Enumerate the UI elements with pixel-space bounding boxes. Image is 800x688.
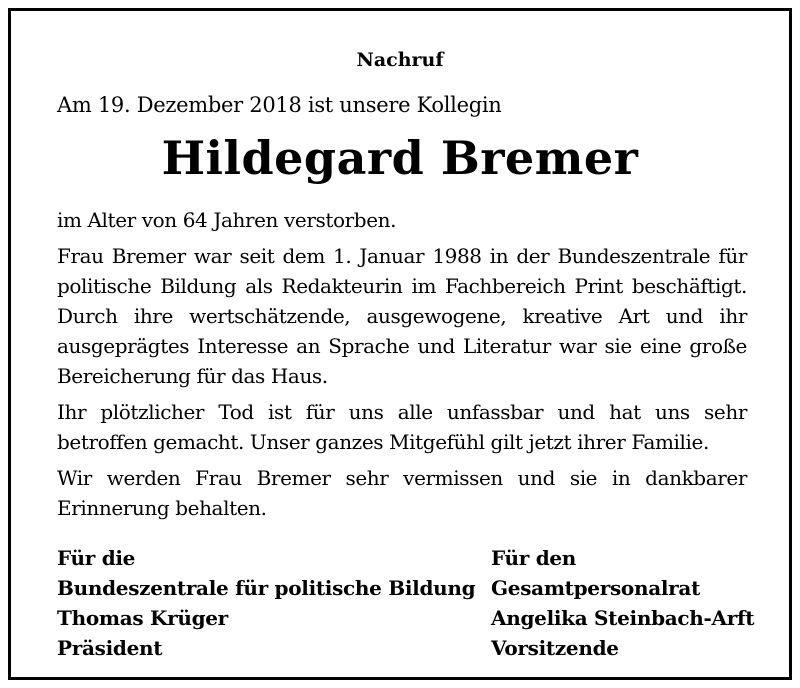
signature-left-for: Für die xyxy=(57,546,136,570)
signature-left-name: Thomas Krüger xyxy=(57,606,228,630)
signature-block-left xyxy=(57,543,475,663)
paragraph-age: im Alter von 64 Jahren verstorben. xyxy=(57,208,397,232)
paragraph-condolence: Ihr plötzlicher Tod ist für uns alle unfassbar und hat uns sehr betroffen gemacht. Unser ganzes Mitgefühl gilt jetzt ihrer Familie. xyxy=(57,400,747,454)
deceased-name: Hildegard Bremer xyxy=(161,131,639,185)
signature-right-organization: Gesamtpersonalrat xyxy=(491,576,701,600)
obituary-frame xyxy=(8,8,792,680)
signature-right-for: Für den xyxy=(491,546,577,570)
paragraph-remembrance: Wir werden Frau Bremer sehr vermissen und sie in dankbarer Erinnerung behalten. xyxy=(57,466,747,520)
signature-right-role: Vorsitzende xyxy=(491,636,619,660)
signature-left-role: Präsident xyxy=(57,636,163,660)
notice-heading: Nachruf xyxy=(356,49,444,71)
signature-block-right xyxy=(491,543,754,663)
signature-left-organization: Bundeszentrale für politische Bildung xyxy=(57,576,476,600)
paragraph-career: Frau Bremer war seit dem 1. Januar 1988 in der Bundeszentrale für politische Bildung als Redakteurin im Fachbereich Print beschäftigt. Durch ihre wertschätzende, ausgewogene, kreative Art und ihr ausgeprägtes Interesse an Sprache und Literatur war sie eine große Bereicherung für das Haus. xyxy=(57,244,747,388)
intro-text: Am 19. Dezember 2018 ist unsere Kollegin xyxy=(57,93,502,117)
obituary-body xyxy=(57,205,747,529)
signature-right-name: Angelika Steinbach-Arft xyxy=(491,606,755,630)
